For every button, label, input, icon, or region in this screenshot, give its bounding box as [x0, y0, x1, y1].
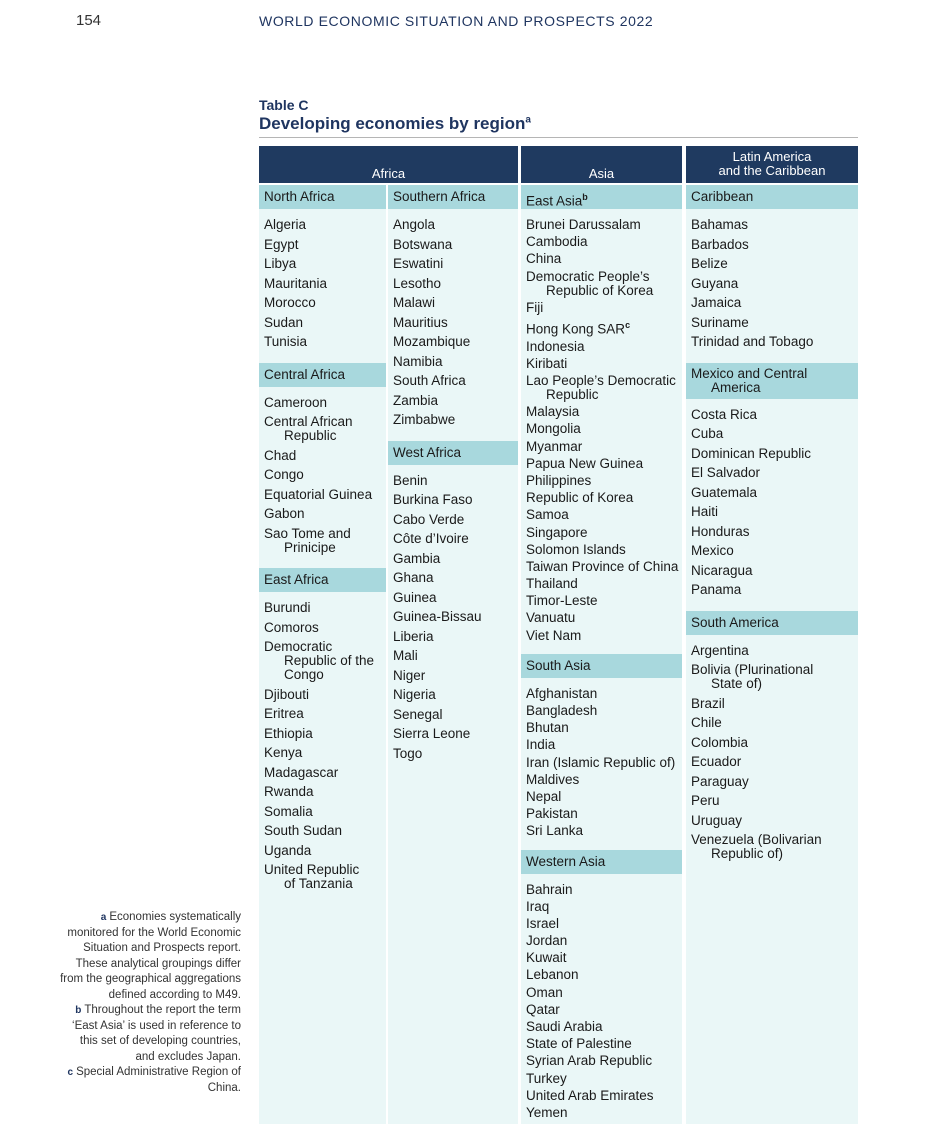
subheader-caribbean: Caribbean [686, 185, 858, 209]
list-item: Equatorial Guinea [264, 486, 373, 502]
list-item: Mexico [691, 543, 734, 558]
list-item: Jordan [526, 933, 568, 949]
list-item: Oman [526, 984, 563, 1000]
list-item: Peru [691, 793, 720, 808]
list-item: Paraguay [691, 773, 749, 789]
list-item [259, 863, 386, 891]
header-latam [686, 146, 858, 183]
list-item [259, 415, 386, 443]
list-west-africa [388, 474, 518, 761]
header-latam-line2: and the Caribbean [718, 162, 826, 178]
list-item: Somalia [264, 803, 313, 819]
list-item: Botswana [393, 236, 453, 252]
list-item: Indonesia [526, 338, 585, 354]
list-item: Guyana [691, 275, 739, 291]
list-item: Niger [393, 667, 426, 683]
list-item: Sri Lanka [526, 823, 584, 839]
list-item: Burkina Faso [393, 492, 473, 507]
list-southern-africa [388, 218, 518, 427]
list-item-line: Democratic [264, 639, 333, 654]
table-title [259, 114, 531, 134]
list-item: Namibia [393, 353, 443, 369]
list-item: Solomon Islands [526, 541, 626, 557]
list-item: Brazil [691, 695, 725, 711]
list-item: Madagascar [264, 764, 339, 780]
list-item: Chad [264, 447, 297, 463]
list-item [521, 318, 682, 337]
list-item: Senegal [393, 706, 443, 722]
list-item: China [526, 251, 562, 267]
list-caribbean [686, 218, 858, 349]
list-item [521, 270, 682, 298]
list-item: Guinea [393, 589, 437, 605]
table-label: Table C [259, 97, 309, 113]
list-item: Mali [393, 648, 418, 663]
list-item-line: Republic of the [284, 653, 375, 668]
list-western-asia [521, 883, 682, 1120]
list-item: Nepal [526, 788, 562, 804]
list-item: Cabo Verde [393, 511, 465, 527]
list-item: Bahamas [691, 217, 749, 232]
list-item: India [526, 737, 556, 753]
list-item: Angola [393, 217, 436, 232]
title-rule [259, 137, 858, 138]
list-item: Iran (Islamic Republic of) [526, 754, 676, 770]
footnote-b [60, 1003, 241, 1065]
note-marker-c: c [625, 319, 631, 330]
list-item: Singapore [526, 524, 588, 540]
list-item-line: Congo [284, 667, 324, 682]
subheader-south-america: South America [686, 611, 858, 635]
list-item: Sierra Leone [393, 726, 471, 741]
list-item: Brunei Darussalam [526, 217, 641, 232]
list-item: Kenya [264, 745, 303, 760]
list-item: South Africa [393, 373, 466, 388]
list-item: Turkey [526, 1070, 567, 1086]
footnote-label: a [100, 912, 107, 923]
list-item-line: Republic [546, 387, 599, 402]
list-item: Iraq [526, 898, 550, 914]
list-item-line: Prinicipe [284, 539, 336, 555]
list-item: Burundi [264, 600, 311, 615]
list-south-america [686, 644, 858, 862]
list-item: Yemen [526, 1104, 568, 1120]
footnotes [60, 910, 241, 1096]
list-item: Qatar [526, 1001, 560, 1017]
subheader-north-africa: North Africa [259, 185, 386, 209]
list-item: Cuba [691, 426, 724, 441]
footnote-text: Economies systematically monitored for the World Economic Situation and Prospects report. These analytical groupings differ from the geographical aggregations defined according to M49. [60, 911, 241, 1001]
table-title-note: a [525, 114, 531, 126]
list-item: Algeria [264, 217, 307, 232]
list-item: Cameroon [264, 394, 328, 410]
list-item: Costa Rica [691, 406, 758, 422]
list-item: Tunisia [264, 334, 308, 349]
list-item: Lebanon [526, 967, 579, 983]
list-item-line: Lao People’s Democratic [526, 373, 676, 388]
list-item: Timor-Leste [526, 593, 598, 609]
list-item: Rwanda [264, 784, 314, 799]
list-item-line: State of) [711, 676, 763, 691]
list-item: Uruguay [691, 812, 743, 828]
list-item-text: Hong Kong SAR [526, 321, 626, 337]
list-item: Colombia [691, 734, 749, 750]
list-item [521, 374, 682, 402]
list-mexico-central-america [686, 408, 858, 598]
footnote-c [60, 1065, 241, 1096]
list-item-line: United Republic [264, 862, 360, 877]
list-south-asia [521, 687, 682, 839]
list-item: Libya [264, 256, 297, 271]
subheader-line: America [711, 379, 761, 395]
list-item: Afghanistan [526, 685, 598, 701]
list-item: Uganda [264, 842, 312, 858]
list-item: Samoa [526, 507, 569, 523]
subheader-south-asia: South Asia [521, 654, 682, 678]
list-item: Republic of Korea [526, 490, 634, 506]
list-item: Syrian Arab Republic [526, 1053, 653, 1069]
list-item-line: of Tanzania [284, 876, 353, 891]
list-item-line: Republic [284, 428, 337, 443]
list-item: Nigeria [393, 687, 436, 702]
list-item: Côte d’Ivoire [393, 531, 469, 546]
list-item: Congo [264, 467, 304, 482]
list-item: Kuwait [526, 950, 567, 966]
subheader-central-africa: Central Africa [259, 363, 386, 387]
list-item [686, 833, 858, 861]
list-item-line: Republic of Korea [546, 282, 654, 298]
footnote-a [60, 910, 241, 1003]
list-item: Pakistan [526, 806, 578, 822]
header-latam-line1: Latin America [732, 148, 812, 164]
footnote-text: Special Administrative Region of China. [76, 1066, 241, 1094]
list-item: Jamaica [691, 295, 742, 310]
list-item: Bangladesh [526, 703, 598, 718]
list-item: Taiwan Province of China [526, 558, 679, 574]
list-item: Papua New Guinea [526, 455, 644, 471]
subheader-west-africa: West Africa [388, 441, 518, 465]
list-item: Comoros [264, 619, 319, 635]
list-item: Barbados [691, 236, 749, 252]
header-africa: Africa [259, 146, 518, 183]
list-item-line: Democratic People’s [526, 268, 650, 284]
list-item: Myanmar [526, 438, 583, 454]
list-item: Dominican Republic [691, 445, 812, 461]
footnote-label: b [75, 1005, 82, 1016]
subheader-mexico-central-america [686, 363, 858, 399]
list-item: Mongolia [526, 421, 581, 437]
list-item: Bahrain [526, 881, 573, 897]
list-item: Guinea-Bissau [393, 609, 482, 624]
list-item: Nicaragua [691, 562, 753, 578]
list-item [259, 527, 386, 555]
list-item-line: Bolivia (Plurinational [691, 662, 814, 677]
list-east-africa [259, 601, 386, 891]
list-item: Malaysia [526, 404, 580, 420]
list-item: Saudi Arabia [526, 1019, 603, 1034]
list-item: Eswatini [393, 256, 444, 271]
list-north-africa [259, 218, 386, 349]
note-marker-b: b [582, 192, 588, 202]
column-africa-2 [388, 185, 518, 1124]
list-item: Sudan [264, 314, 304, 330]
list-item: Mauritius [393, 314, 448, 330]
list-item: Bhutan [526, 720, 569, 736]
list-item: Zambia [393, 392, 439, 408]
list-item: South Sudan [264, 823, 343, 838]
list-item: Morocco [264, 295, 316, 310]
list-item: El Salvador [691, 465, 761, 480]
list-item: Cambodia [526, 234, 588, 250]
list-item: Chile [691, 715, 722, 730]
subheader-line: Mexico and Central [691, 365, 808, 381]
list-item: State of Palestine [526, 1036, 632, 1052]
list-item: Israel [526, 915, 560, 931]
list-item: Viet Nam [526, 627, 582, 643]
list-east-asia [521, 218, 682, 643]
list-item-line: Republic of) [711, 846, 784, 861]
list-item: Djibouti [264, 686, 310, 702]
list-item: United Arab Emirates [526, 1087, 654, 1103]
running-title: WORLD ECONOMIC SITUATION AND PROSPECTS 2022 [259, 13, 654, 29]
list-item: Ethiopia [264, 725, 313, 741]
subheader-east-asia [521, 185, 682, 209]
list-item [686, 663, 858, 691]
footnote-label: c [67, 1067, 74, 1078]
list-item-line: Central African [264, 414, 353, 429]
header-asia: Asia [521, 146, 682, 183]
list-item: Gabon [264, 506, 305, 521]
list-item: Honduras [691, 523, 750, 539]
list-item: Malawi [393, 295, 436, 310]
subheader-southern-africa: Southern Africa [388, 185, 518, 209]
list-item: Kiribati [526, 355, 568, 371]
list-item: Panama [691, 582, 742, 597]
list-item: Benin [393, 472, 428, 488]
list-item: Mauritania [264, 275, 328, 291]
list-item: Maldives [526, 771, 580, 787]
footnote-text: Throughout the report the term ‘East Asia’ is used in reference to this set of developing countries, and excludes Japan. [72, 1004, 241, 1063]
list-item: Guatemala [691, 484, 758, 500]
list-item: Philippines [526, 472, 592, 488]
list-item: Ecuador [691, 754, 742, 769]
list-item: Togo [393, 745, 423, 761]
list-central-africa [259, 396, 386, 555]
list-item: Eritrea [264, 706, 304, 721]
list-item: Suriname [691, 314, 749, 330]
table-title-text: Developing economies by region [259, 114, 526, 133]
column-asia [521, 185, 682, 1124]
column-africa-1 [259, 185, 386, 1124]
list-item: Trinidad and Tobago [691, 334, 814, 349]
list-item: Thailand [526, 576, 578, 592]
subheader-east-africa: East Africa [259, 568, 386, 592]
list-item: Fiji [526, 299, 544, 315]
list-item: Haiti [691, 504, 719, 519]
list-item-line: Sao Tome and [264, 525, 351, 541]
column-latam [686, 185, 858, 1124]
list-item: Mozambique [393, 334, 471, 349]
subheader-east-asia-text: East Asia [526, 193, 583, 209]
list-item: Ghana [393, 570, 434, 585]
list-item: Argentina [691, 642, 749, 658]
list-item [259, 640, 386, 682]
list-item: Liberia [393, 628, 434, 644]
list-item: Zimbabwe [393, 412, 456, 427]
subheader-western-asia: Western Asia [521, 850, 682, 874]
list-item: Egypt [264, 236, 299, 252]
list-item: Lesotho [393, 275, 442, 291]
page-number: 154 [76, 12, 102, 29]
list-item-line: Venezuela (Bolivarian [691, 832, 822, 847]
list-item: Vanuatu [526, 610, 576, 626]
list-item: Belize [691, 256, 728, 271]
list-item: Gambia [393, 550, 441, 566]
